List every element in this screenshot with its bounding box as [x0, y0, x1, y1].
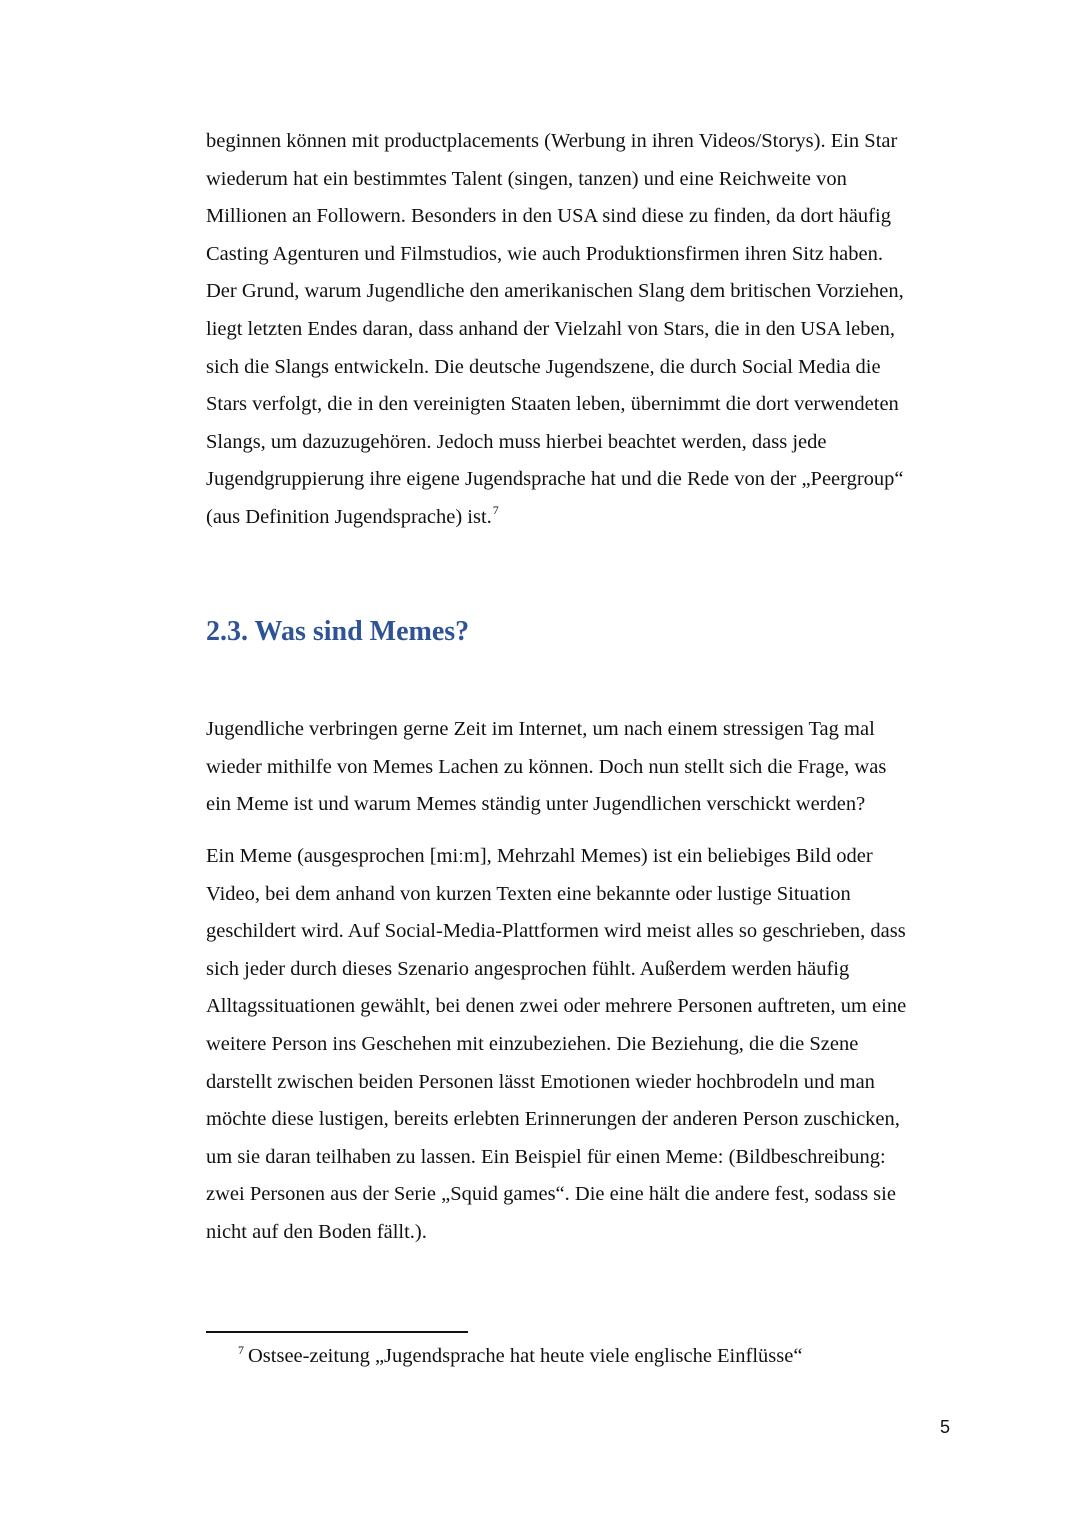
text-line: zwei Personen aus der Serie „Squid games“. Die eine hält die andere fest, sodass sie	[206, 1183, 896, 1206]
footnote-number: 7	[238, 1343, 244, 1357]
text-line: weitere Person ins Geschehen mit einzubeziehen. Die Beziehung, die die Szene	[206, 1032, 859, 1055]
text-line: darstellt zwischen beiden Personen lässt Emotionen wieder hochbrodeln und man	[206, 1070, 875, 1093]
page-number: 5	[940, 1417, 951, 1437]
text-line: geschildert wird. Auf Social-Media-Plattformen wird meist alles so geschrieben, dass	[206, 920, 906, 943]
footnote-separator	[206, 1331, 468, 1333]
text-line: Jugendgruppierung ihre eigene Jugendsprache hat und die Rede von der „Peergroup“	[206, 468, 904, 491]
footnote-reference[interactable]: 7	[492, 502, 499, 517]
text-line: möchte diese lustigen, bereits erlebten Erinnerungen der anderen Person zuschicken,	[206, 1108, 900, 1131]
text-line: Slangs, um dazuzugehören. Jedoch muss hierbei beachtet werden, dass jede	[206, 430, 827, 453]
text-line: wieder mithilfe von Memes Lachen zu können. Doch nun stellt sich die Frage, was	[206, 755, 887, 778]
footnote-text: Ostsee-zeitung „Jugendsprache hat heute viele englische Einflüsse“	[248, 1345, 803, 1367]
text-line: sich die Slangs entwickeln. Die deutsche Jugendszene, die durch Social Media die	[206, 355, 881, 378]
text-line: Jugendliche verbringen gerne Zeit im Internet, um nach einem stressigen Tag mal	[206, 718, 875, 740]
paragraph-stars-slang	[206, 123, 966, 537]
text-line: sich jeder durch dieses Szenario angesprochen fühlt. Außerdem werden häufig	[206, 957, 850, 980]
footnote	[238, 1341, 802, 1371]
text-line: wiederum hat ein bestimmtes Talent (singen, tanzen) und eine Reichweite von	[206, 167, 847, 190]
text-line: liegt letzten Endes daran, dass anhand der Vielzahl von Stars, die in den USA leben,	[206, 317, 895, 340]
text-line: ein Meme ist und warum Memes ständig unter Jugendlichen verschickt werden?	[206, 793, 866, 816]
text-line: Der Grund, warum Jugendliche den amerikanischen Slang dem britischen Vorziehen,	[206, 280, 904, 303]
text-line: Video, bei dem anhand von kurzen Texten eine bekannte oder lustige Situation	[206, 882, 851, 905]
text-line: Millionen an Followern. Besonders in den USA sind diese zu finden, da dort häufig	[206, 205, 891, 228]
text-line: beginnen können mit productplacements (Werbung in ihren Videos/Storys). Ein Star	[206, 130, 898, 152]
text-line-last	[206, 499, 966, 537]
section-heading: 2.3. Was sind Memes?	[206, 616, 470, 647]
paragraph-meme-definition	[206, 838, 966, 1252]
text-line-content: (aus Definition Jugendsprache) ist.	[206, 505, 492, 528]
text-line: Ein Meme (ausgesprochen [miːm], Mehrzahl Memes) ist ein beliebiges Bild oder	[206, 845, 873, 867]
paragraph-memes-intro	[206, 711, 966, 824]
text-line: nicht auf den Boden fällt.).	[206, 1220, 427, 1243]
text-line: Stars verfolgt, die in den vereinigten Staaten leben, übernimmt die dort verwendeten	[206, 393, 899, 416]
text-line: Casting Agenturen und Filmstudios, wie auch Produktionsfirmen ihren Sitz haben.	[206, 242, 883, 265]
text-line: Alltagssituationen gewählt, bei denen zwei oder mehrere Personen auftreten, um eine	[206, 995, 907, 1018]
text-line: um sie daran teilhaben zu lassen. Ein Beispiel für einen Meme: (Bildbeschreibung:	[206, 1145, 886, 1168]
